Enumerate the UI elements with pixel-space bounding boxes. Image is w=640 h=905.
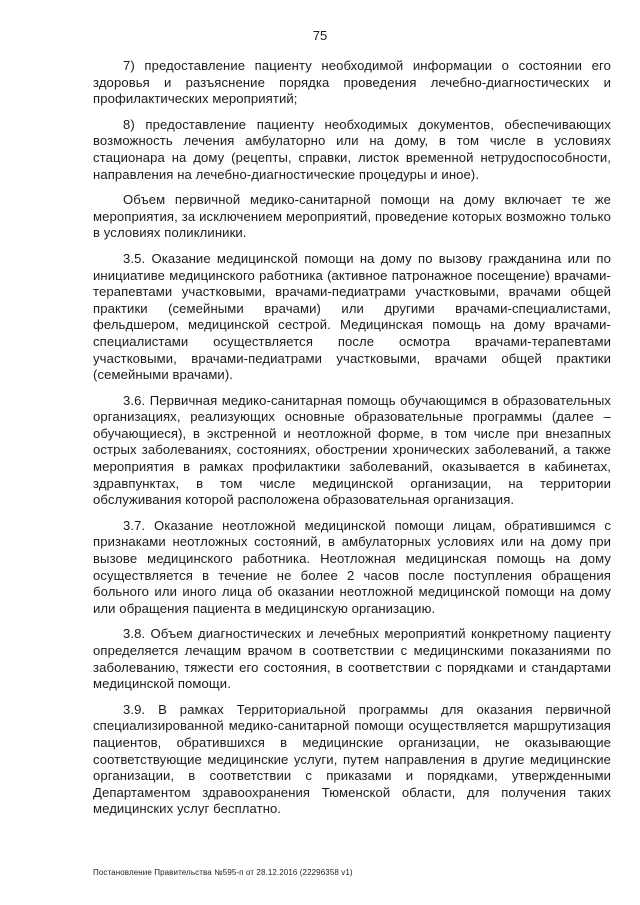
paragraph-3-9: 3.9. В рамках Территориальной программы для оказания первичной специализированной медико-санитарной помощи осуществляется маршрутизация пациентов, обратившихся в медицинские организации, не оказывающие соответствующие медицинские услуги, путем направления в другие медицинские организации, в соответствии с приказами и порядками, утвержденными Департаментом здравоохранения Тюменской области, для получения таких медицинских услуг бесплатно.: [93, 701, 611, 817]
paragraph-item-8: 8) предоставление пациенту необходимых документов, обеспечивающих возможность лечения амбулаторно или на дому, в том числе в условиях стационара на дому (рецепты, справки, листок временной нетрудоспособности, направления на лечебно-диагностические процедуры и иное).: [93, 116, 611, 182]
document-footer: Постановление Правительства №595-п от 28.12.2016 (22296358 v1): [93, 868, 353, 877]
paragraph-3-6: 3.6. Первичная медико-санитарная помощь обучающимся в образовательных организациях, реализующих основные образовательные программы (далее – обучающиеся), в экстренной и неотложной форме, в том числе при внезапных острых заболеваниях, состояниях, обострении хронических заболеваний, а также мероприятия в рамках профилактики заболеваний, оказывается в кабинетах, здравпунктах, в том числе медицинской организации, на территории обслуживания которой расположена образовательная организация.: [93, 392, 611, 508]
paragraph-3-7: 3.7. Оказание неотложной медицинской помощи лицам, обратившимся с признаками неотложных состояний, в амбулаторных условиях или на дому при вызове медицинского работника. Неотложная медицинская помощь на дому осуществляется в течение не более 2 часов после поступления обращения больного или иного лица об оказании неотложной медицинской помощи на дому или обращения пациента в медицинскую организацию.: [93, 517, 611, 616]
paragraph-3-8: 3.8. Объем диагностических и лечебных мероприятий конкретному пациенту определяется лечащим врачом в соответствии с медицинскими показаниями по заболеванию, тяжести его состояния, в соответствии с порядками и стандартами медицинской помощи.: [93, 626, 611, 692]
paragraph-item-7: 7) предоставление пациенту необходимой информации о состоянии его здоровья и разъяснение порядка проведения лечебно-диагностических и профилактических мероприятий;: [93, 58, 611, 107]
page-number: 75: [312, 28, 328, 43]
document-body: [93, 58, 611, 827]
paragraph-3-5: 3.5. Оказание медицинской помощи на дому по вызову гражданина или по инициативе медицинского работника (активное патронажное посещение) врачами-терапевтами участковыми, врачами-педиатрами участковыми, врачами общей практики (семейными врачами) или другими врачами-специалистами, фельдшером, медицинской сестрой. Медицинская помощь на дому врачами-специалистами осуществляется после осмотра врачами-терапевтами участковыми, врачами-педиатрами участковыми, врачами общей практики (семейными врачами).: [93, 250, 611, 383]
paragraph-home-care-scope: Объем первичной медико-санитарной помощи на дому включает те же мероприятия, за исключением мероприятий, проведение которых возможно только в условиях поликлиники.: [93, 192, 611, 241]
